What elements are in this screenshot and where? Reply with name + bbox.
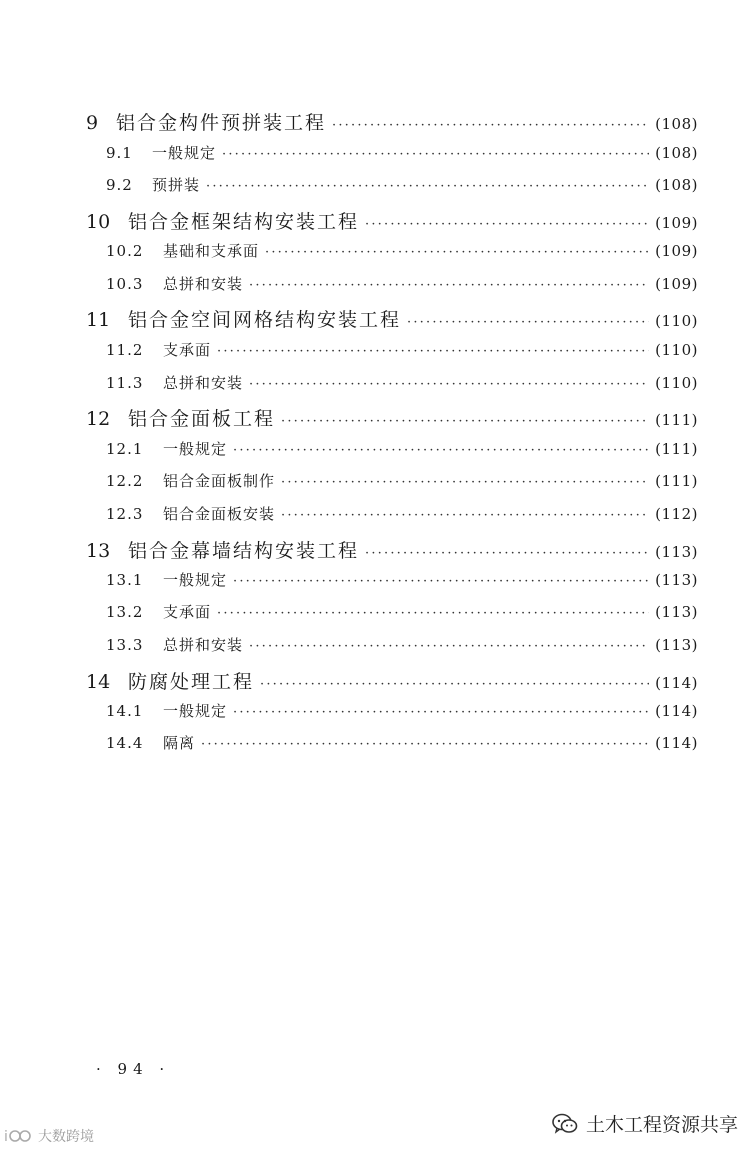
toc-dot-leader (249, 639, 649, 654)
toc-page-number: (109) (655, 275, 698, 293)
toc-chapter-entry (0, 108, 750, 135)
toc-entry-title: 一般规定 (163, 702, 228, 720)
toc-section-entry (0, 470, 750, 491)
toc-entry-title: 预拼装 (152, 176, 201, 194)
toc-dot-leader (249, 377, 649, 392)
toc-dot-leader (281, 414, 649, 429)
toc-entry-title: 铝合金幕墙结构安装工程 (128, 540, 360, 562)
toc-section-entry (0, 339, 750, 360)
toc-entry-number: 13 (86, 540, 111, 562)
toc-chapter-entry (0, 667, 750, 694)
wechat-icon (552, 1113, 578, 1135)
toc-dot-leader (222, 147, 649, 162)
toc-page-number: (114) (655, 702, 698, 720)
toc-dot-leader (217, 606, 649, 621)
toc-page-number: (113) (655, 571, 698, 589)
toc-entry-number: 12.3 (106, 505, 144, 523)
toc-section-entry (0, 732, 750, 753)
toc-entry-title: 总拼和安装 (163, 275, 244, 293)
toc-entry-number: 10.2 (106, 242, 144, 260)
toc-chapter-entry (0, 404, 750, 431)
toc-entry-title: 总拼和安装 (163, 636, 244, 654)
toc-entry-number: 13.2 (106, 603, 144, 621)
toc-dot-leader (201, 737, 649, 752)
toc-section-entry (0, 601, 750, 622)
toc-entry-number: 9.2 (106, 176, 133, 194)
toc-section-entry (0, 240, 750, 261)
toc-dot-leader (281, 508, 649, 523)
toc-entry-number: 10 (86, 211, 111, 233)
toc-section-entry (0, 142, 750, 163)
toc-dot-leader (233, 574, 649, 589)
toc-entry-number: 12.2 (106, 472, 144, 490)
toc-entry-title: 铝合金构件预拼装工程 (116, 112, 327, 134)
toc-page-number: (109) (655, 214, 698, 232)
toc-section-entry (0, 273, 750, 294)
toc-page-number: (110) (655, 374, 698, 392)
toc-entry-number: 11.2 (106, 341, 144, 359)
toc-section-entry (0, 503, 750, 524)
toc-entry-title: 铝合金面板制作 (163, 472, 276, 490)
toc-page-number: (108) (655, 144, 698, 162)
toc-page-number: (111) (655, 440, 698, 458)
toc-section-entry (0, 634, 750, 655)
toc-entry-title: 支承面 (163, 341, 212, 359)
toc-page-number: (112) (655, 505, 698, 523)
toc-page-number: (114) (655, 734, 698, 752)
toc-entry-title: 一般规定 (163, 440, 228, 458)
toc-entry-title: 支承面 (163, 603, 212, 621)
svg-text:i: i (4, 1129, 8, 1145)
toc-dot-leader (233, 705, 649, 720)
toc-entry-title: 铝合金空间网格结构安装工程 (128, 309, 402, 331)
page-number: · 94 · (96, 1060, 171, 1078)
toc-page-number: (109) (655, 242, 698, 260)
toc-page-number: (111) (655, 411, 698, 429)
toc-entry-number: 12 (86, 408, 111, 430)
toc-page-number: (114) (655, 674, 698, 692)
logo-mark-icon (4, 1126, 34, 1146)
toc-entry-title: 铝合金框架结构安装工程 (128, 211, 360, 233)
toc-entry-number: 11.3 (106, 374, 144, 392)
toc-dot-leader (407, 315, 649, 330)
toc-entry-number: 10.3 (106, 275, 144, 293)
wechat-watermark (552, 1110, 738, 1137)
toc-entry-number: 12.1 (106, 440, 144, 458)
toc-dot-leader (233, 443, 649, 458)
toc-entry-number: 9.1 (106, 144, 133, 162)
toc-section-entry (0, 372, 750, 393)
toc-entry-number: 13.3 (106, 636, 144, 654)
toc-dot-leader (281, 475, 649, 490)
corner-watermark-text: 大数跨境 (38, 1129, 94, 1145)
toc-entry-title: 基础和支承面 (163, 242, 260, 260)
toc-page-number: (113) (655, 603, 698, 621)
toc-entry-title: 总拼和安装 (163, 374, 244, 392)
toc-page-number: (110) (655, 312, 698, 330)
toc-page-number: (108) (655, 115, 698, 133)
toc-entry-title: 一般规定 (163, 571, 228, 589)
toc-page-number: (110) (655, 341, 698, 359)
toc-section-entry (0, 438, 750, 459)
toc-page-number: (108) (655, 176, 698, 194)
toc-dot-leader (217, 344, 649, 359)
toc-page-number: (113) (655, 636, 698, 654)
toc-entry-title: 铝合金面板工程 (128, 408, 276, 430)
toc-chapter-entry (0, 207, 750, 234)
toc-dot-leader (365, 217, 649, 232)
toc-entry-number: 14.1 (106, 702, 144, 720)
toc-chapter-entry (0, 536, 750, 563)
toc-page-number: (111) (655, 472, 698, 490)
toc-entry-number: 13.1 (106, 571, 144, 589)
toc-entry-number: 11 (86, 309, 111, 331)
toc-dot-leader (249, 278, 649, 293)
toc-dot-leader (365, 546, 649, 561)
toc-dot-leader (332, 118, 649, 133)
wechat-account-name: 土木工程资源共享 (585, 1114, 738, 1136)
toc-section-entry (0, 700, 750, 721)
toc-entry-title: 一般规定 (152, 144, 217, 162)
toc-dot-leader (260, 677, 649, 692)
toc-entry-number: 14 (86, 671, 111, 693)
toc-entry-number: 14.4 (106, 734, 144, 752)
toc-entry-title: 铝合金面板安装 (163, 505, 276, 523)
corner-watermark (4, 1126, 94, 1146)
toc-dot-leader (265, 245, 649, 260)
toc-dot-leader (206, 179, 649, 194)
toc-entry-title: 隔离 (163, 734, 196, 752)
toc-section-entry (0, 174, 750, 195)
toc-page-number: (113) (655, 543, 698, 561)
toc-chapter-entry (0, 305, 750, 332)
toc-entry-title: 防腐处理工程 (128, 671, 255, 693)
toc-entry-number: 9 (86, 112, 99, 134)
toc-section-entry (0, 569, 750, 590)
